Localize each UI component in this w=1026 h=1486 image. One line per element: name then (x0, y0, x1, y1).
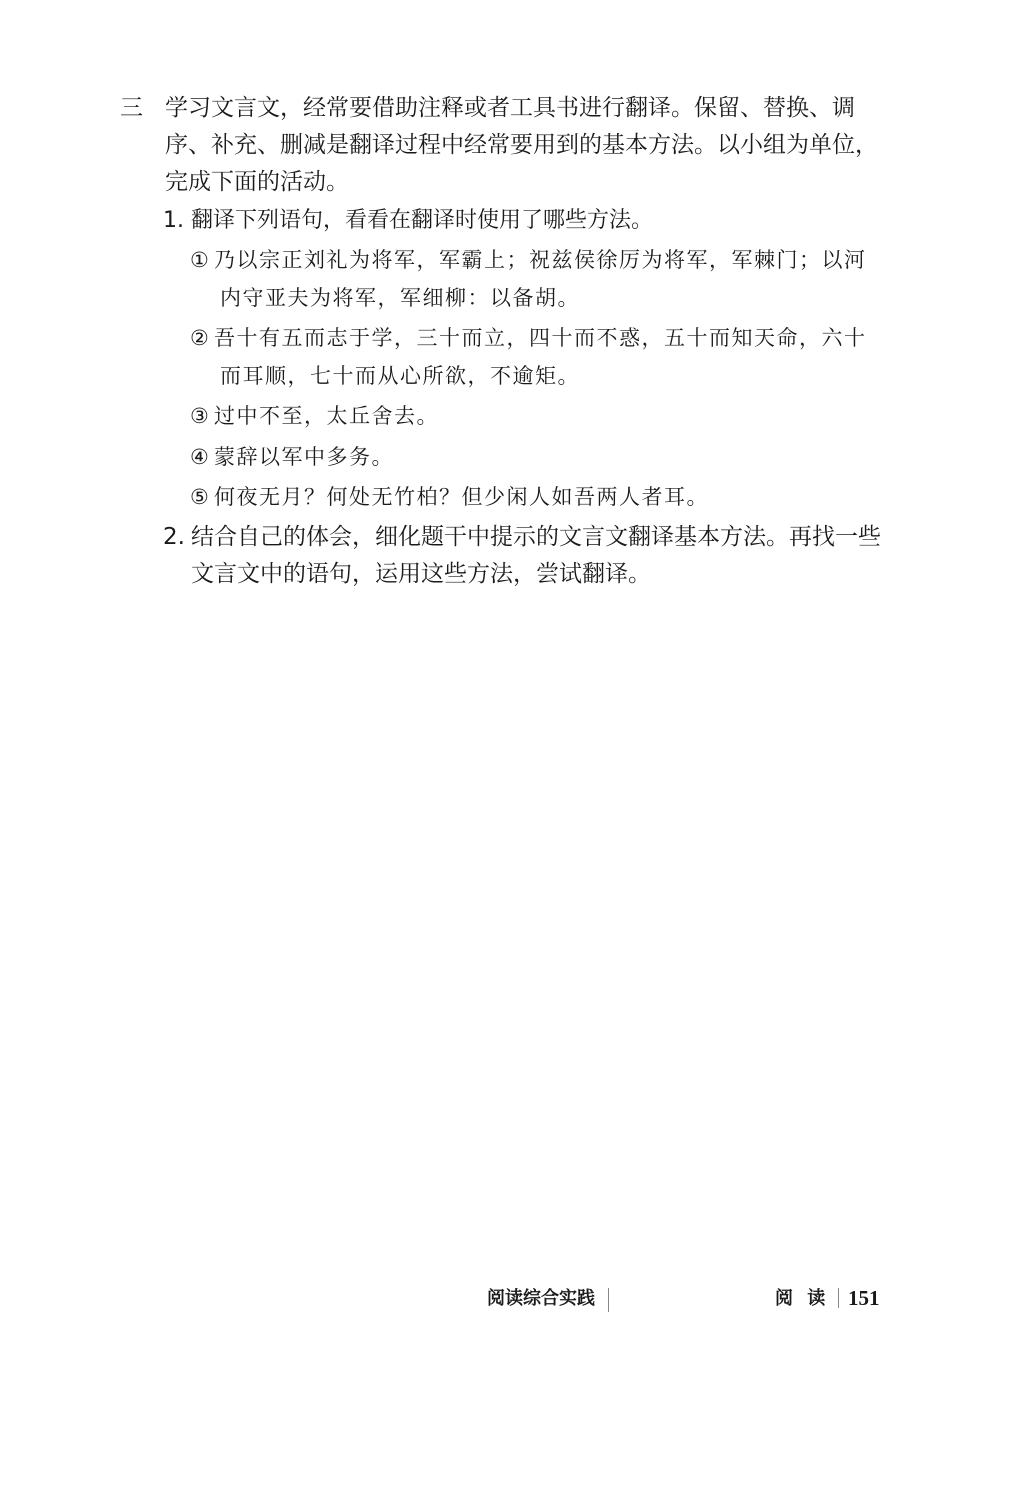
sentence-5 (190, 478, 895, 516)
sentence-line-continued: 而耳顺，七十而从心所欲，不逾矩。 (220, 364, 580, 388)
sentence-marker: ④ (190, 445, 211, 469)
footer-section-title: 阅 读 (775, 1288, 830, 1309)
page-number: 151 (848, 1286, 880, 1310)
sentence-marker: ⑤ (190, 485, 211, 509)
sentence-line-continued: 内守亚夫为将军，军细柳：以备胡。 (220, 286, 580, 310)
sentence-marker: ① (190, 248, 211, 272)
sentence-marker: ③ (190, 404, 211, 428)
task-1-number: 1. (163, 208, 184, 233)
sentence-line: 乃以宗正刘礼为将军，军霸上；祝兹侯徐厉为将军，军棘门；以河 (214, 248, 867, 272)
task-1 (163, 201, 893, 241)
sentence-3 (190, 397, 895, 435)
exercise-intro: 学习文言文，经常要借助注释或者工具书进行翻译。保留、替换、调序、补充、删减是翻译过程中经常要用到的基本方法。以小组为单位，完成下面的活动。 (165, 95, 878, 195)
task-1-text: 翻译下列语句，看看在翻译时使用了哪些方法。 (191, 208, 654, 233)
footer-divider (608, 1288, 609, 1312)
task-2-line-continued: 文言文中的语句，运用这些方法，尝试翻译。 (191, 561, 651, 587)
sentence-line: 蒙辞以军中多务。 (214, 445, 394, 469)
task-2-number: 2. (163, 524, 185, 550)
sentence-line: 何夜无月？何处无竹柏？但少闲人如吾两人者耳。 (214, 485, 709, 509)
sentence-line: 吾十有五而志于学，三十而立，四十而不惑，五十而知天命，六十 (214, 326, 867, 350)
sentence-2 (190, 319, 895, 395)
sentence-marker: ② (190, 326, 211, 350)
footer-divider (838, 1288, 839, 1308)
sentence-line: 过中不至，太丘舍去。 (214, 404, 439, 428)
exercise-number: 三 (120, 95, 143, 121)
task-2-line: 结合自己的体会，细化题干中提示的文言文翻译基本方法。再找一些 (191, 524, 881, 550)
sentence-4 (190, 438, 895, 476)
footer-unit-title: 阅读综合实践 (487, 1288, 595, 1309)
task-2 (163, 519, 893, 593)
sentence-1 (190, 241, 895, 317)
